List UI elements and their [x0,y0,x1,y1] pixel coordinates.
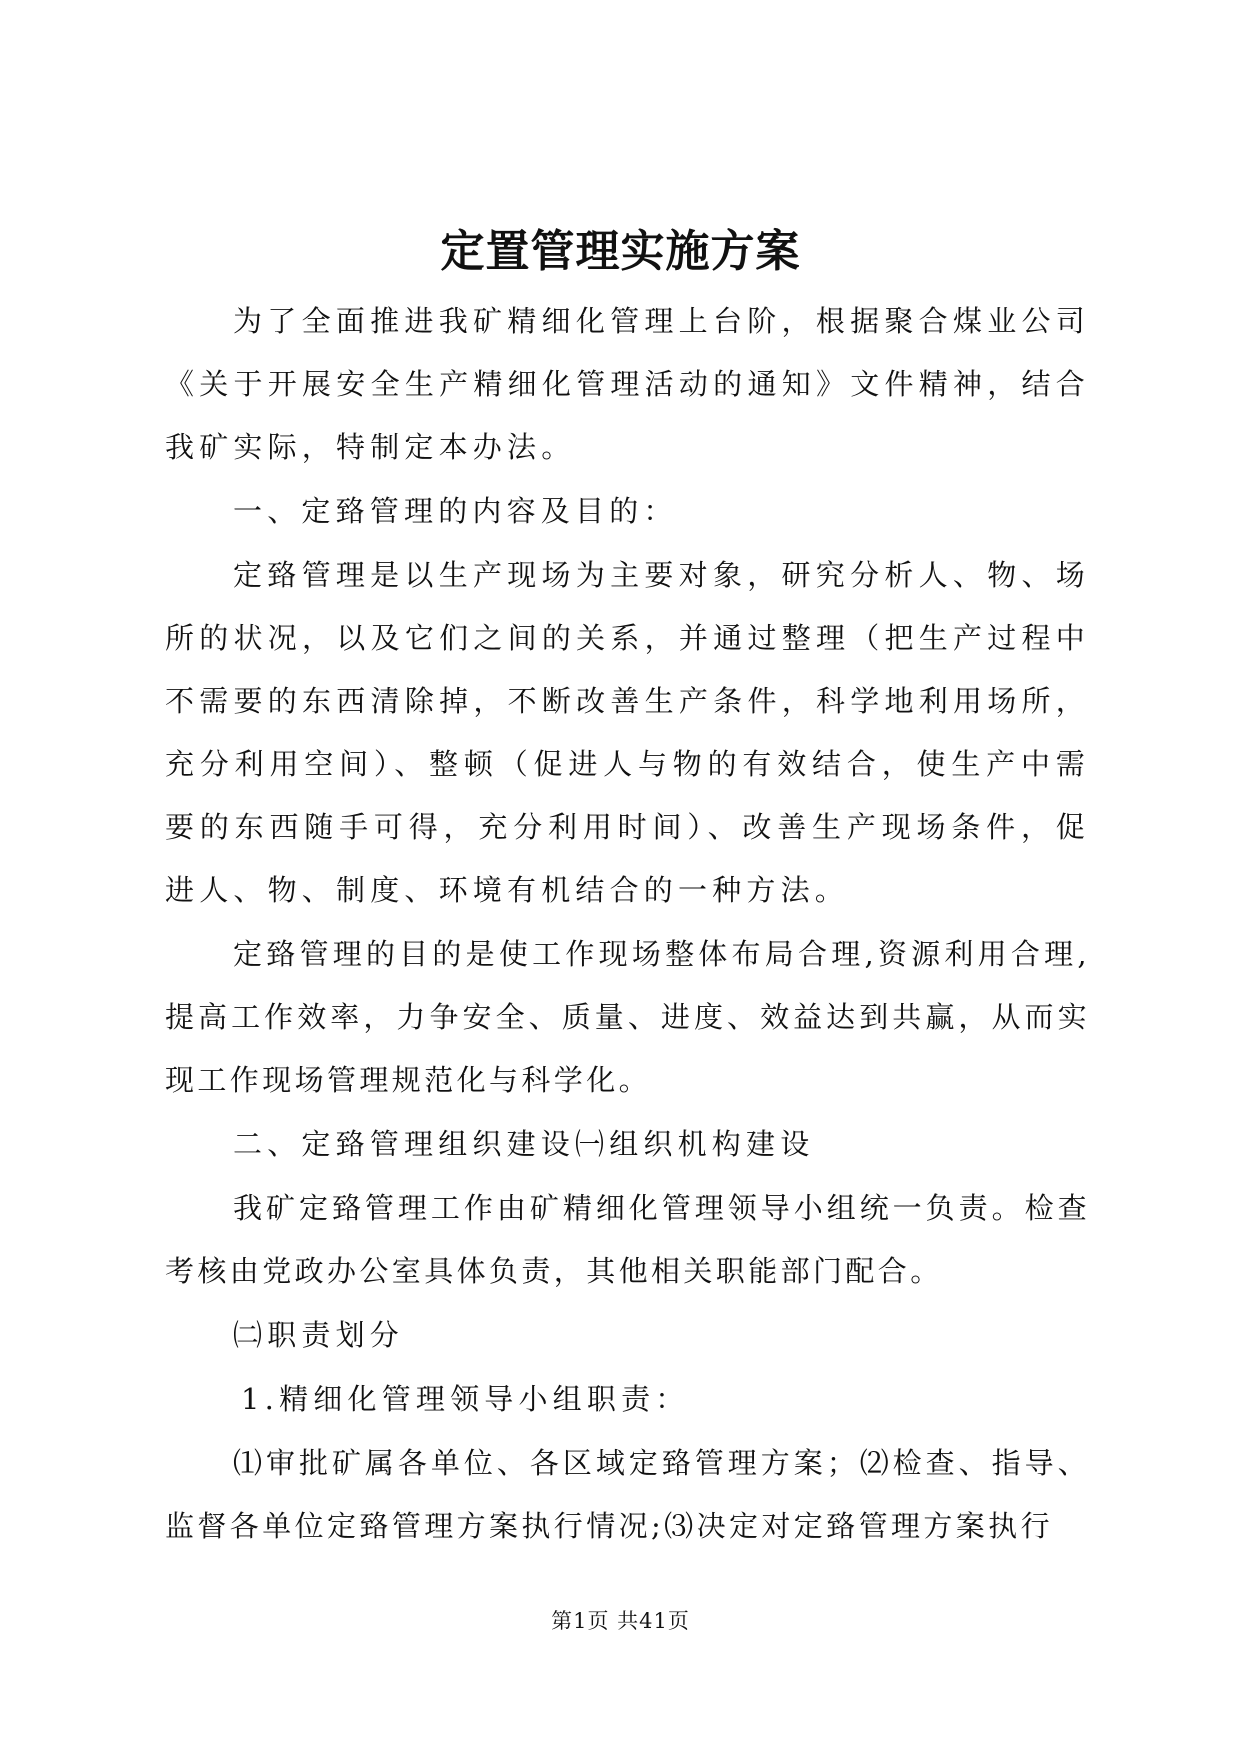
document-title: 定置管理实施方案 [440,226,801,277]
paragraph-intro: 为了全面推进我矿精细化管理上台阶，根据聚合煤业公司《关于开展安全生产精细化管理活动的通知》文件精神，结合我矿实际，特制定本办法。 [165,304,1090,464]
paragraph-definition: 定臵管理是以生产现场为主要对象，研究分析人、物、场所的状况，以及它们之间的关系，并通过整理（把生产过程中不需要的东西清除掉，不断改善生产条件，科学地利用场所，充分利用空间）、整顿（促进人与物的有效结合，使生产中需要的东西随手可得，充分利用时间）、改善生产现场条件，促进人、物、制度、环境有机结合的一种方法。 [165,558,1090,907]
paragraph-purpose: 定臵管理的目的是使工作现场整体布局合理,资源利用合理,提高工作效率，力争安全、质量、进度、效益达到共赢，从而实现工作现场管理规范化与科学化。 [165,937,1090,1097]
section-heading-1: 一、定臵管理的内容及目的： [233,494,678,528]
document-body [165,290,1090,1559]
paragraph-organization: 我矿定臵管理工作由矿精细化管理领导小组统一负责。检查考核由党政办公室具体负责，其他相关职能部门配合。 [165,1191,1090,1288]
list-item-leadership-duties: 1.精细化管理领导小组职责： [241,1382,690,1416]
page-number: 第1页 共41页 [551,1609,690,1633]
section-heading-2: 二、定臵管理组织建设㈠组织机构建设 [233,1127,815,1161]
subheading-responsibilities: ㈡职责划分 [233,1318,405,1352]
paragraph-duties-detail: ⑴审批矿属各单位、各区域定臵管理方案；⑵检查、指导、监督各单位定臵管理方案执行情况;⑶决定对定臵管理方案执行 [165,1446,1090,1543]
